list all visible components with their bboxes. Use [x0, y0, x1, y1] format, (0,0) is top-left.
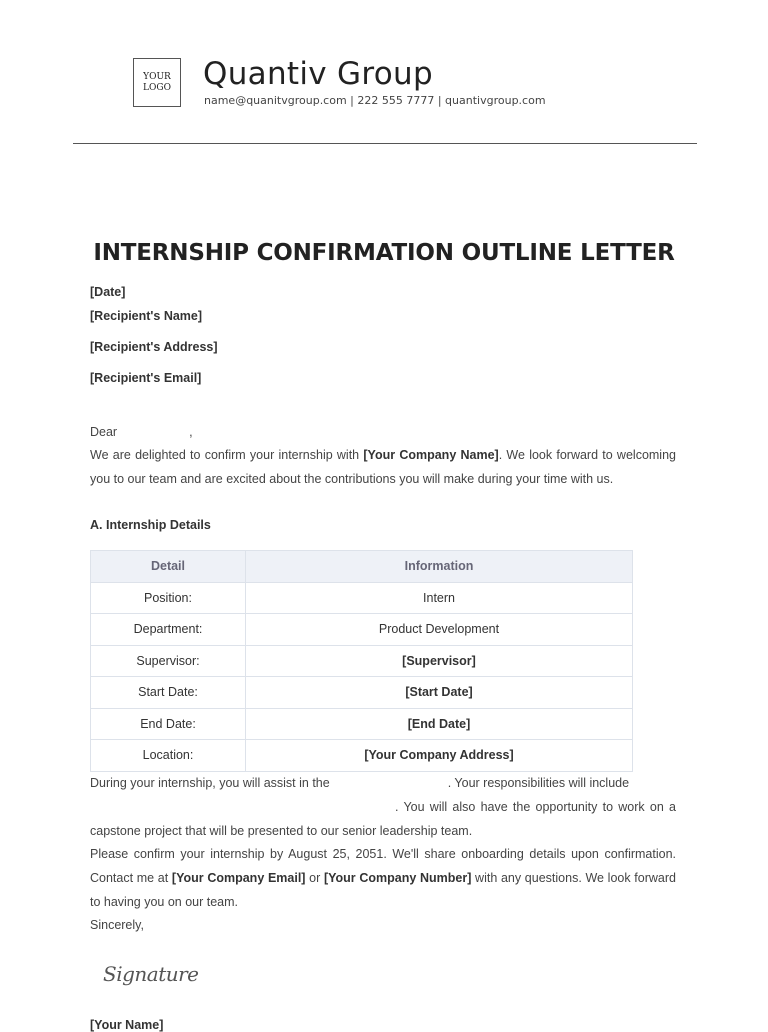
table-row: [91, 708, 633, 740]
table-cell-label: End Date:: [91, 708, 246, 740]
responsibilities-paragraph: [90, 771, 676, 843]
date-field: [Date]: [90, 285, 126, 299]
responsibilities-part-1: During your internship, you will assist in the: [90, 776, 330, 790]
greeting-dear: Dear: [90, 425, 118, 439]
confirm-part-3: with any questions. We look forward to having you on our team.: [90, 871, 676, 909]
signature-image: Signature: [103, 962, 199, 986]
intro-paragraph: [90, 443, 676, 491]
internship-details-heading: A. Internship Details: [90, 518, 211, 532]
greeting: [90, 420, 676, 444]
table-cell-label: Department:: [91, 614, 246, 646]
table-row: [91, 614, 633, 646]
company-email-placeholder: [Your Company Email]: [171, 871, 306, 885]
closing: Sincerely,: [90, 918, 144, 932]
table-cell-value: [Supervisor]: [246, 645, 633, 677]
logo-line-1: YOUR: [143, 71, 171, 82]
table-cell-value: [End Date]: [246, 708, 633, 740]
letter-title: INTERNSHIP CONFIRMATION OUTLINE LETTER: [93, 240, 675, 266]
table-row: [91, 740, 633, 772]
intro-part-2: . We look forward to welcoming you to our team and are excited about the contributions you will make during your time with us.: [90, 448, 676, 486]
responsibilities-part-2: . Your responsibilities will include: [447, 776, 630, 790]
recipient-email-field: [Recipient's Email]: [90, 371, 202, 385]
company-contact: name@quanitvgroup.com | 222 555 7777 | quantivgroup.com: [204, 94, 546, 107]
table-cell-label: Supervisor:: [91, 645, 246, 677]
company-logo: [133, 58, 181, 107]
table-header-detail: Detail: [91, 551, 246, 583]
table-cell-value: [Start Date]: [246, 677, 633, 709]
table-row: [91, 677, 633, 709]
internship-details-table: [90, 550, 633, 772]
confirm-part-1: Please confirm your internship by August 25, 2051. We'll share onboarding details upon confirmation. Contact me at: [90, 847, 676, 885]
responsibilities-part-3: . You will also have the opportunity to work on a capstone project that will be presented to our senior leadership team.: [90, 800, 676, 838]
header-divider: [73, 143, 697, 144]
table-header-row: [91, 551, 633, 583]
intro-part-1: We are delighted to confirm your internship with: [90, 448, 364, 462]
table-cell-label: Position:: [91, 582, 246, 614]
company-name-placeholder: [Your Company Name]: [363, 448, 499, 462]
company-name: Quantiv Group: [203, 56, 433, 92]
greeting-comma: ,: [189, 425, 193, 439]
recipient-address-field: [Recipient's Address]: [90, 340, 218, 354]
table-cell-label: Start Date:: [91, 677, 246, 709]
confirmation-paragraph: [90, 842, 676, 914]
table-header-information: Information: [246, 551, 633, 583]
table-cell-value: Product Development: [246, 614, 633, 646]
table-row: [91, 582, 633, 614]
table-cell-value: [Your Company Address]: [246, 740, 633, 772]
company-number-placeholder: [Your Company Number]: [323, 871, 472, 885]
recipient-name-field: [Recipient's Name]: [90, 309, 203, 323]
logo-line-2: LOGO: [143, 82, 171, 93]
table-cell-label: Location:: [91, 740, 246, 772]
table-row: [91, 645, 633, 677]
sender-name-field: [Your Name]: [90, 1018, 164, 1032]
table-cell-value: Intern: [246, 582, 633, 614]
confirm-part-2: or: [305, 871, 324, 885]
